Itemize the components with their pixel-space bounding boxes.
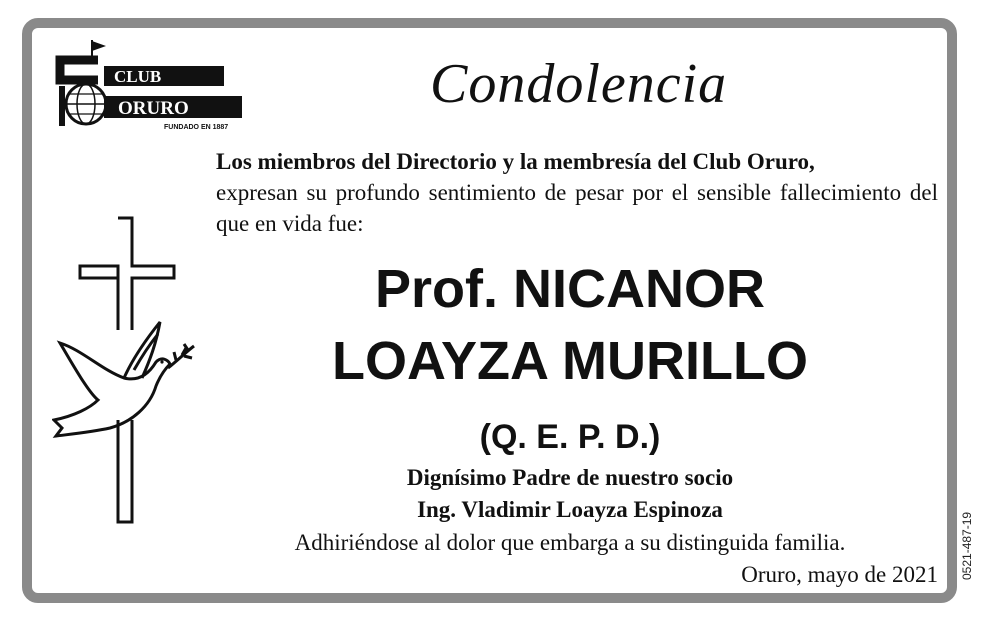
notice-title: Condolencia [430, 53, 728, 115]
cross-with-dove-icon [52, 210, 202, 535]
intro-text: expresan su profundo sentimiento de pesar por el sensible fallecimiento del que en vida fue: [216, 180, 938, 236]
relation-line2: Ing. Vladimir Loayza Espinoza [417, 497, 723, 522]
closing-line: Adhiriéndose al dolor que embarga a su distinguida familia. [294, 530, 846, 555]
intro-bold-line: Los miembros del Directorio y la membresía del Club Oruro, [216, 149, 815, 174]
deceased-name-line1: Prof. NICANOR [375, 259, 765, 319]
club-oruro-logo [48, 38, 248, 133]
logo-oruro-text: ORURO [118, 98, 189, 119]
place-date: Oruro, mayo de 2021 [741, 562, 938, 587]
side-reference-code: 0521-487-19 [960, 511, 974, 580]
deceased-name-line2: LOAYZA MURILLO [332, 331, 808, 391]
qepd-text: (Q. E. P. D.) [479, 418, 661, 456]
relation-line1: Dignísimo Padre de nuestro socio [406, 465, 734, 490]
logo-founded-text: FUNDADO EN 1887 [164, 124, 229, 131]
logo-club-text: CLUB [114, 67, 162, 86]
intro-paragraph [216, 146, 938, 239]
